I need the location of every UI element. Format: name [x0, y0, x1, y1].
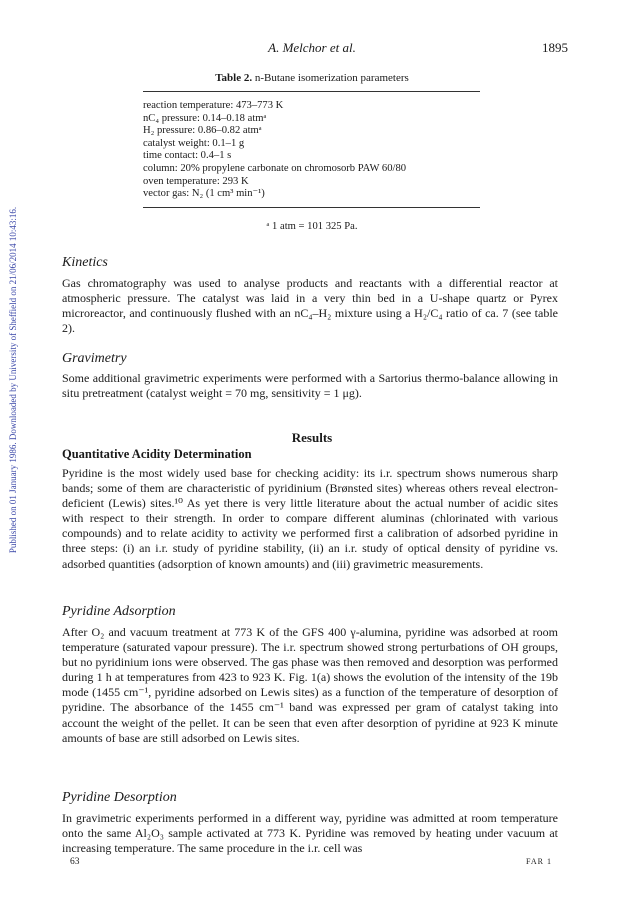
table-footnote: ᵃ 1 atm = 101 325 Pa.	[266, 221, 358, 232]
paragraph-kinetics: Gas chromatography was used to analyse products and reactants with a differential reactor at atmospheric pressure. The catalyst was laid in a very thin bed in a U-shape quartz or Pyrex microreactor, and continuously flushed with an nC₄–H₂ mixture using a H₂/C₄ ratio of ca. 7 (see table 2).	[62, 276, 558, 336]
heading-kinetics: Kinetics	[62, 255, 108, 270]
heading-gravimetry: Gravimetry	[62, 351, 127, 366]
running-header-author: A. Melchor et al.	[268, 40, 356, 55]
table-row: vector gas: N₂ (1 cm³ min⁻¹)	[143, 188, 265, 200]
table-row: time contact: 0.4–1 s	[143, 150, 232, 162]
download-watermark-text: Published on 01 January 1986. Downloaded by University of Sheffield on 21/06/2014 10:43:16.	[8, 206, 18, 554]
table-row: reaction temperature: 473–773 K	[143, 100, 284, 111]
table-caption	[0, 72, 624, 84]
table-row: column: 20% propylene carbonate on chromosorb PAW 60/80	[143, 162, 407, 174]
paragraph-pyridine-adsorption: After O₂ and vacuum treatment at 773 K of the GFS 400 γ-alumina, pyridine was adsorbed at room temperature (saturated vapour pressure). The i.r. spectrum showed strong perturbations of OH groups, but no pyridinium ions were observed. The gas phase was then removed and desorption was performed during 1 h at temperatures from 423 to 923 K. Fig. 1(a) shows the evolution of the intensity of the 19b mode (1455 cm⁻¹, pyridine adsorbed on Lewis sites) as a function of the temperature of desorption of pyridine. The absorbance of the 1455 cm⁻¹ band was expressed per gram of catalyst taking into account the weight of the pellet. It can be seen that even after desorption of pyridine at 923 K minute amounts of base are still adsorbed on Lewis sites.	[62, 625, 558, 745]
heading-pyridine-adsorption: Pyridine Adsorption	[62, 604, 176, 619]
paragraph-gravimetry: Some additional gravimetric experiments were performed with a Sartorius thermo-balance allowing in situ pretreatment (catalyst weight = 70 mg, sensitivity = 1 μg).	[62, 371, 558, 401]
table-row: H₂ pressure: 0.86–0.82 atmᵃ	[143, 125, 262, 137]
heading-acidity: Quantitative Acidity Determination	[62, 447, 252, 461]
paragraph-acidity: Pyridine is the most widely used base for checking acidity: its i.r. spectrum shows numerous sharp bands; some of them are characteristic of pyridinium (Brønsted sites) whereas others reveal electron-deficient (Lewis) sites.¹⁰ As yet there is very little literature about the actual number of acidic sites with respect to their strength. In order to compare different aluminas (chlorinated with various compounds) and to relate acidity to activity we performed first a calibration of adsorbed pyridine in three steps: (i) an i.r. study of pyridine stability, (ii) an i.r. study of optical density of pyridine vs. adsorbed quantities (adsorption of known amounts) and (iii) gravimetric measurements.	[62, 466, 558, 571]
table-row: nC₄ pressure: 0.14–0.18 atmᵃ	[143, 112, 267, 124]
footer-signature-code: FAR 1	[526, 857, 552, 866]
table-caption-label: Table 2.	[215, 72, 253, 84]
heading-results: Results	[291, 430, 333, 445]
table-body	[143, 100, 483, 201]
page-number: 1895	[542, 40, 568, 55]
heading-pyridine-desorption: Pyridine Desorption	[62, 790, 177, 805]
footer-signature-number: 63	[70, 857, 80, 867]
table-row: catalyst weight: 0.1–1 g	[143, 137, 245, 149]
table-row: oven temperature: 293 K	[143, 175, 249, 187]
table-top-rule	[143, 91, 480, 92]
table-bottom-rule	[143, 207, 480, 208]
paragraph-pyridine-desorption: In gravimetric experiments performed in a different way, pyridine was admitted at room temperature onto the same Al₂O₃ sample activated at 773 K. Pyridine was removed by heating under vacuum at increasing temperature. The same procedure in the i.r. cell was	[62, 811, 558, 856]
download-watermark	[6, 120, 20, 640]
table-caption-text: n-Butane isomerization parameters	[254, 72, 409, 84]
